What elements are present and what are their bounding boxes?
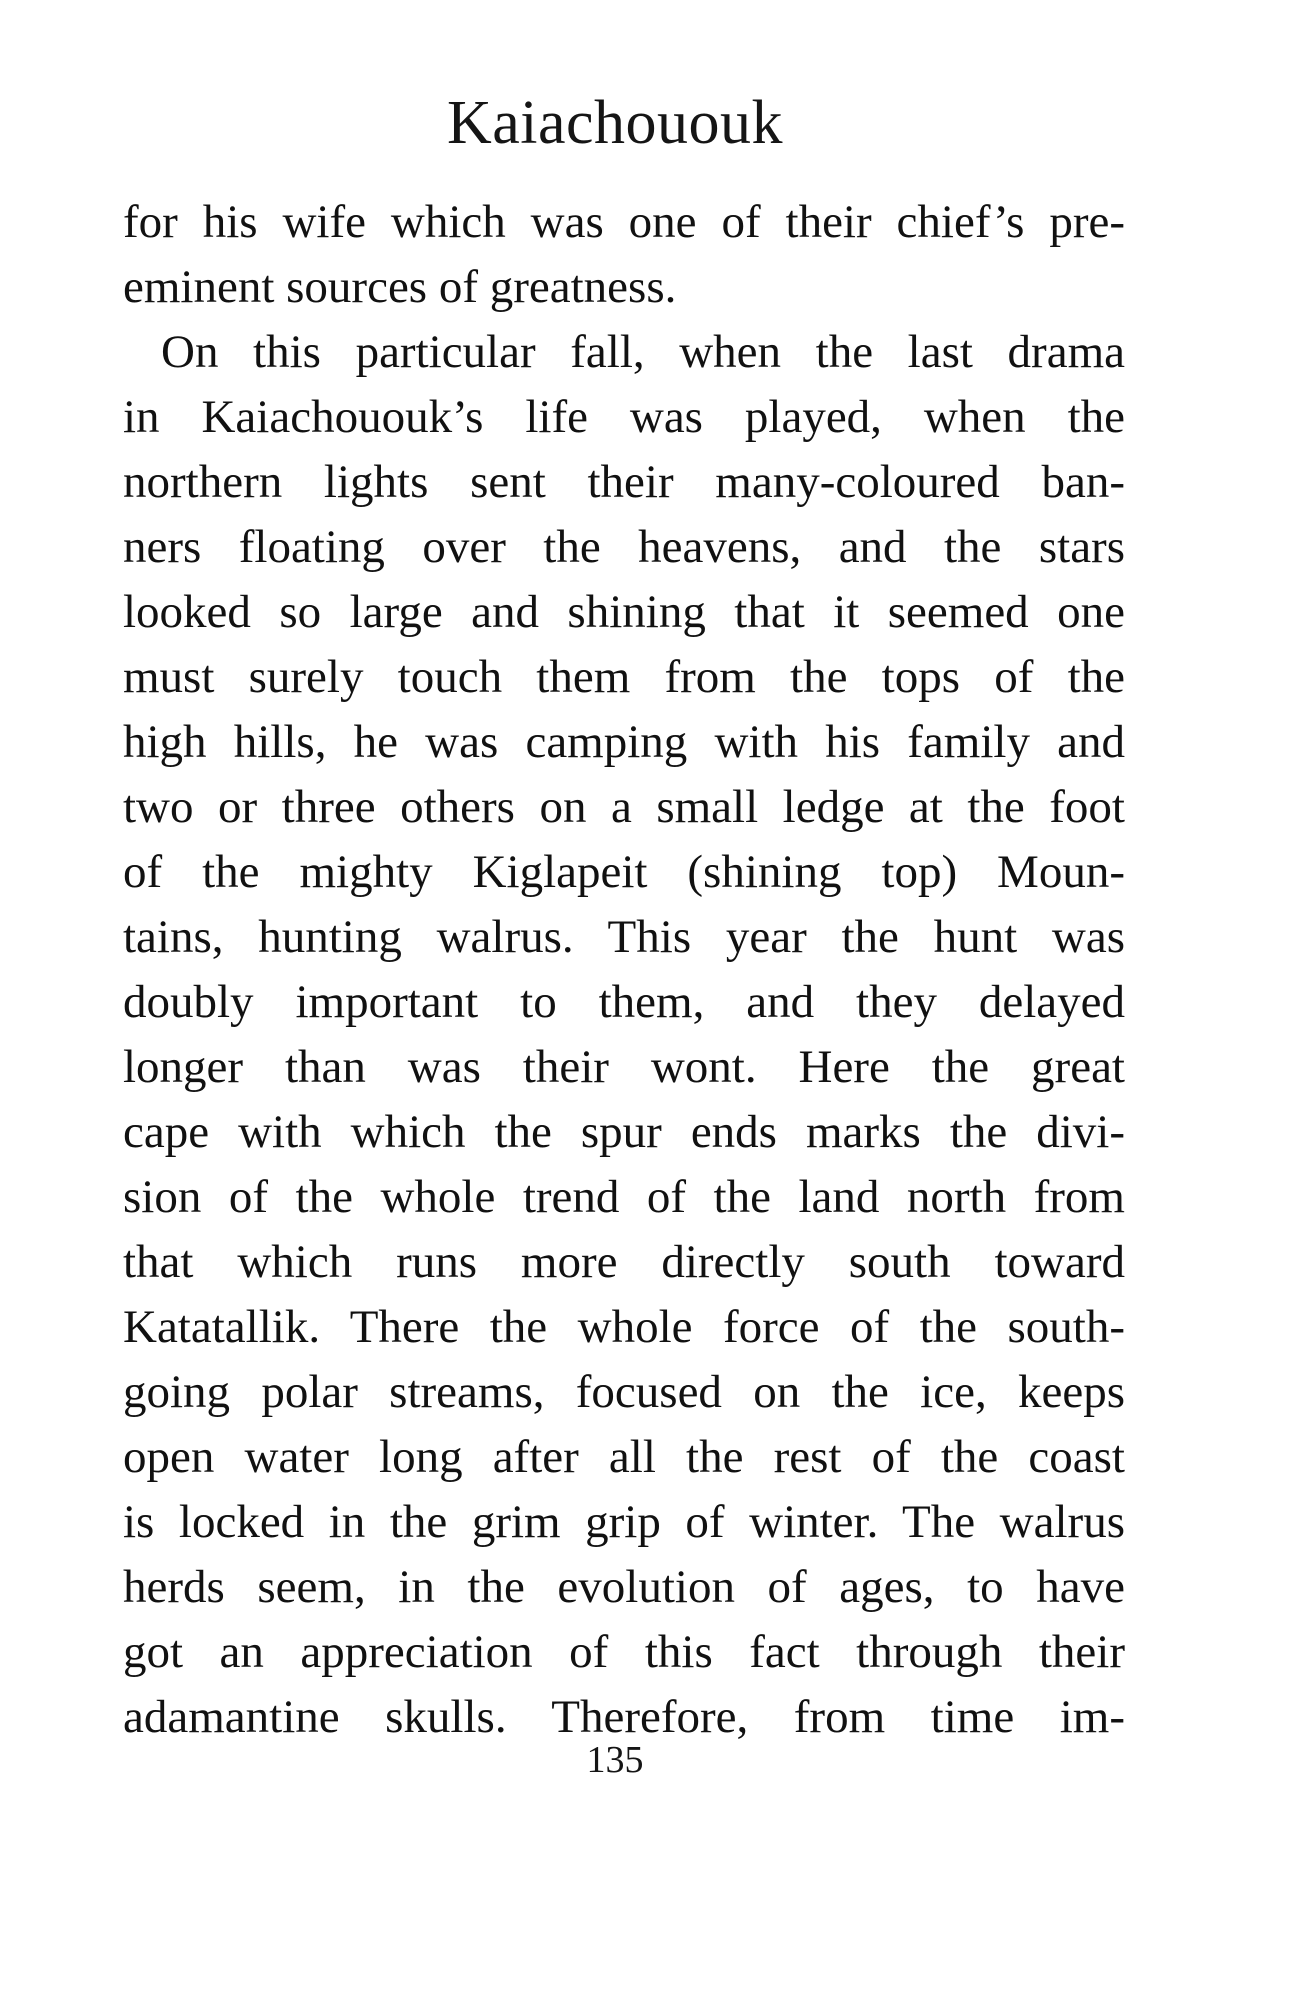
text-line: high hills, he was camping with his family and	[123, 716, 1125, 768]
text-line: northern lights sent their many-coloured ban-	[123, 456, 1125, 508]
text-line: cape with which the spur ends marks the divi-	[123, 1106, 1125, 1158]
text-line: that which runs more directly south toward	[123, 1236, 1125, 1288]
text-line: for his wife which was one of their chief’s pre-	[123, 196, 1125, 248]
text-line: must surely touch them from the tops of the	[123, 651, 1125, 703]
text-line: sion of the whole trend of the land north from	[123, 1171, 1125, 1223]
text-line: in Kaiachououk’s life was played, when the	[123, 391, 1125, 443]
running-head: Kaiachououk	[446, 89, 784, 157]
text-line: ners floating over the heavens, and the stars	[123, 521, 1125, 573]
page-number: 135	[586, 1739, 644, 1781]
text-line: adamantine skulls. Therefore, from time im-	[123, 1691, 1125, 1743]
text-line: is locked in the grim grip of winter. The walrus	[123, 1496, 1125, 1548]
text-line: Katatallik. There the whole force of the south-	[123, 1301, 1125, 1353]
text-line: doubly important to them, and they delayed	[123, 976, 1125, 1028]
text-line: open water long after all the rest of the coast	[123, 1431, 1125, 1483]
text-line: got an appreciation of this fact through their	[123, 1626, 1125, 1678]
text-line: On this particular fall, when the last drama	[161, 326, 1125, 378]
text-line: eminent sources of greatness.	[123, 261, 677, 313]
text-line: of the mighty Kiglapeit (shining top) Moun-	[123, 846, 1125, 898]
text-line: two or three others on a small ledge at the foot	[123, 781, 1125, 833]
body-text	[123, 190, 1125, 1750]
text-line: going polar streams, focused on the ice, keeps	[123, 1366, 1125, 1418]
text-line: tains, hunting walrus. This year the hunt was	[123, 911, 1125, 963]
text-line: longer than was their wont. Here the great	[123, 1041, 1125, 1093]
text-line: looked so large and shining that it seemed one	[123, 586, 1125, 638]
text-line: herds seem, in the evolution of ages, to have	[123, 1561, 1125, 1613]
